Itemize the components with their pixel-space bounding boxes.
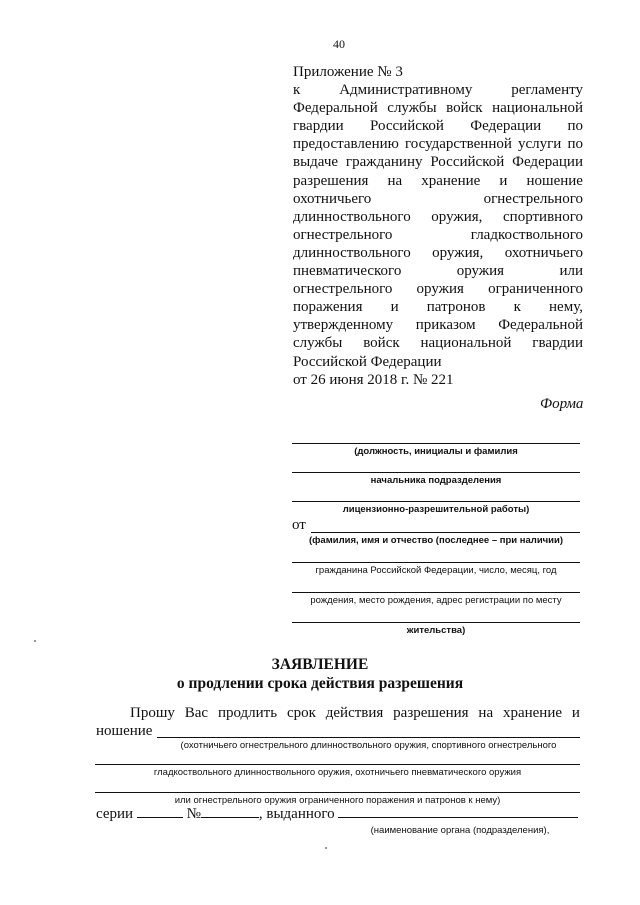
weapon-caption-1: (охотничьего огнестрельного длинноствольного оружия, спортивного огнестрельного [180,740,557,751]
appendix-word: национальной [492,100,583,117]
recipient-caption-1: (должность, инициалы и фамилия [354,446,518,457]
appendix-word: Административному [339,82,473,99]
appendix-word: на [387,172,403,189]
appendix-word: государственной [404,136,512,153]
appendix-word: гвардии [532,335,583,352]
appendix-line [293,190,583,208]
appendix-line [293,117,583,135]
appendix-word: Федеральной [293,100,378,117]
request-word: хранение [502,705,563,721]
from-label: от [292,517,306,533]
appendix-line [293,135,583,153]
statement-subtitle: о продлении срока действия разрешения [176,675,464,692]
appendix-word: пневматического [293,263,402,280]
applicant-caption-3: рождения, место рождения, адрес регистрации по месту [310,595,562,606]
appendix-word: службы [387,100,437,117]
appendix-word: охотничьего [504,244,583,261]
appendix-word: ограниченного [488,281,583,298]
number-field[interactable] [201,817,259,818]
request-word: продлить [217,705,278,721]
appendix-word: войск [446,100,483,117]
request-word: действия [325,705,384,721]
appendix-line [293,172,583,190]
appendix-last-line: Российской Федерации [293,353,442,370]
appendix-word: Российской [430,154,505,171]
appendix-word: нему, [549,299,583,316]
appendix-word: службы [293,335,343,352]
weapon-type-line-1[interactable] [157,737,580,738]
issuer-field[interactable] [338,817,578,818]
weapon-type-line-2[interactable] [95,764,580,765]
request-word: и [571,705,580,721]
appendix-line [293,226,583,244]
series-row [96,806,578,823]
request-word: Вас [184,705,209,721]
appendix-title: Приложение № 3 [293,64,403,80]
appendix-line [293,244,583,262]
appendix-word: и [499,172,508,189]
appendix-word: по [567,136,583,153]
appendix-word: длинноствольного [293,208,411,225]
appendix-word: утвержденному [293,317,394,334]
appendix-word: или [559,263,583,280]
request-first-line [130,705,580,722]
appendix-word: огнестрельного [293,281,393,298]
number-label: № [186,806,201,822]
appendix-word: оружия, [431,208,483,225]
appendix-word: спортивного [503,208,583,225]
recipient-position-line[interactable] [292,443,580,444]
request-word: разрешения [393,705,469,721]
issuer-caption: (наименование органа (подразделения), [370,825,550,836]
appendix-word: приказом [415,317,476,334]
series-label: серии [96,806,134,822]
appendix-block [293,63,583,389]
appendix-line [293,334,583,352]
recipient-dept-line[interactable] [292,501,580,502]
scan-speck [325,847,327,849]
appendix-word: охотничьего [293,190,372,207]
recipient-head-line[interactable] [292,472,580,473]
appendix-word: Федеральной [498,317,583,334]
appendix-line [293,298,583,316]
appendix-word: гражданину [345,154,423,171]
appendix-word: разрешения [293,172,369,189]
appendix-word: и [390,299,399,316]
series-field[interactable] [137,817,183,818]
appendix-line [293,81,583,99]
statement-title: ЗАЯВЛЕНИЕ [271,656,369,673]
appendix-word: длинноствольного [293,244,411,261]
appendix-word: оружия [416,281,464,298]
appendix-word: регламенту [511,82,583,99]
recipient-caption-3: лицензионно-разрешительной работы) [342,504,530,515]
applicant-caption-4: жительства) [406,625,466,636]
applicant-birth-line[interactable] [292,592,580,593]
appendix-word: к [293,82,301,99]
appendix-word: оружия [456,263,505,280]
appendix-word: войск [363,335,400,352]
request-second-line [96,723,152,740]
applicant-citizen-line[interactable] [292,562,580,563]
appendix-lines [293,81,583,352]
weapon-caption-3: или огнестрельного оружия ограниченного поражения и патронов к нему) [174,795,501,806]
appendix-word: гвардии [293,118,344,135]
appendix-word: по [567,118,583,135]
appendix-word: Федерации [512,154,583,171]
request-word: срок [286,705,316,721]
forma-label: Форма [540,396,584,412]
appendix-word: Российской [370,118,444,135]
appendix-line [293,316,583,334]
appendix-word: огнестрельного [293,226,393,243]
request-word: Прошу [130,705,175,721]
applicant-caption-2: гражданина Российской Федерации, число, месяц, год [315,565,557,576]
appendix-word: предоставлению [293,136,399,153]
appendix-date-line: от 26 июня 2018 г. № 221 [293,371,454,388]
appendix-word: национальной [420,335,512,352]
appendix-line [293,99,583,117]
appendix-word: услуги [518,136,562,153]
recipient-caption-2: начальника подразделения [370,475,502,486]
scan-speck [34,640,36,642]
applicant-caption-1: (фамилия, имя и отчество (последнее – при наличии) [308,535,564,546]
appendix-word: гладкоствольного [470,226,583,243]
applicant-address-line[interactable] [292,622,580,623]
appendix-line [293,153,583,171]
applicant-name-line[interactable] [311,532,580,533]
request-word: на [478,705,494,721]
appendix-line [293,208,583,226]
appendix-word: хранение [421,172,481,189]
appendix-word: патронов [426,299,486,316]
weapon-caption-2: гладкоствольного длинноствольного оружия, охотничьего пневматического оружия [153,767,522,778]
appendix-word: выдаче [293,154,339,171]
appendix-line [293,280,583,298]
weapon-type-line-3[interactable] [95,792,580,793]
appendix-word: Федерации [470,118,542,135]
appendix-word: оружия, [432,244,484,261]
issued-label: , выданного [258,806,335,822]
carry-word: ношение [96,723,153,739]
appendix-line [293,262,583,280]
appendix-word: поражения [293,299,363,316]
page-number: 40 [333,37,345,51]
appendix-word: к [513,299,521,316]
appendix-word: ношение [526,172,583,189]
appendix-word: огнестрельного [483,190,583,207]
